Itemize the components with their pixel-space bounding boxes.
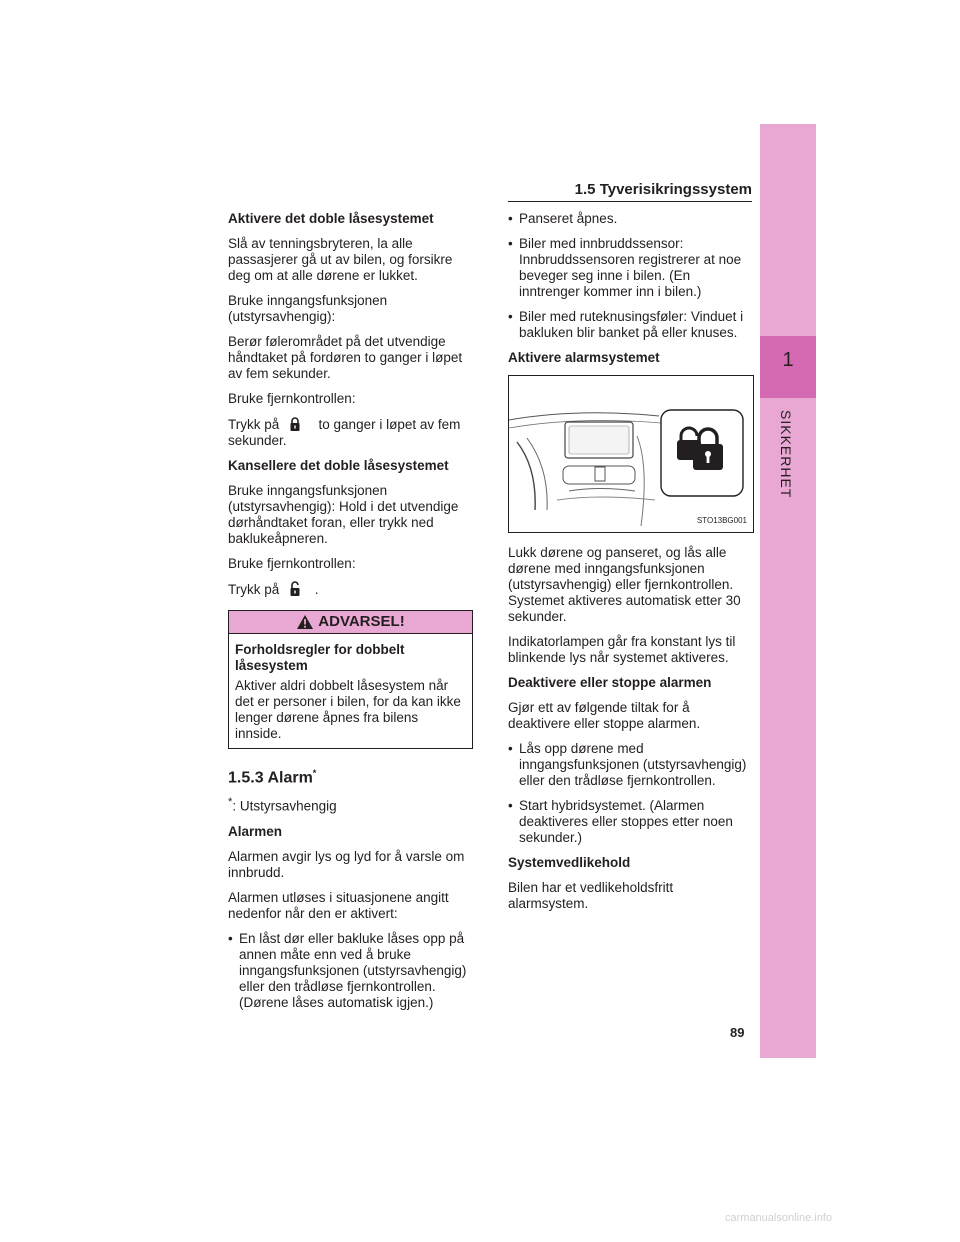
list-item: • Start hybridsystemet. (Alarmen deaktiveres eller stoppes etter noen sekunder.) (508, 798, 753, 846)
footnote (228, 794, 473, 815)
page-number: 89 (730, 1025, 745, 1040)
paragraph: Gjør ett av følgende tiltak for å deaktivere eller stoppe alarmen. (508, 700, 701, 731)
text: Trykk på (228, 417, 280, 432)
warning-body: Aktiver aldri dobbelt låsesystem når det er personer i bilen, for da kan ikke lenger dørene åpnes fra bilens innside. (235, 678, 461, 741)
heading-alarm: Alarmen (228, 823, 283, 839)
chapter-sidebar (760, 124, 816, 1058)
heading-maintenance: Systemvedlikehold (508, 855, 631, 870)
heading-activate-alarm: Aktivere alarmsystemet (508, 350, 660, 365)
list-item: • Biler med ruteknusingsføler: Vinduet i bakluken blir banket på eller knuses. (508, 309, 753, 341)
warning-box (228, 610, 473, 749)
paragraph-press-unlock (228, 581, 473, 598)
section-title-alarm (228, 765, 473, 786)
list-item: • En låst dør eller bakluke låses opp på annen måte enn ved å bruke inngangsfunksjonen (utstyrsavhengig) eller den trådløse fjernkontrollen. (Dørene låses automatisk igjen.) (228, 931, 473, 1011)
text: : Utstyrsavhengig (232, 798, 337, 814)
chapter-number: 1 (782, 349, 794, 371)
heading-activate-double-lock: Aktivere det doble låsesystemet (228, 211, 434, 226)
text: . (314, 582, 319, 597)
text: 1.5.3 Alarm (228, 769, 313, 787)
list-item: • Biler med innbruddssensor: Innbruddssensoren registrerer at noe beveger seg inne i bilen. (En inntrenger kommer inn i bilen.) (508, 236, 753, 300)
list-item: • Lås opp dørene med inngangsfunksjonen (utstyrsavhengig) eller den trådløse fjernkontrollen. (508, 741, 753, 789)
text: Trykk på (228, 582, 280, 597)
footnote-mark: * (228, 796, 233, 809)
lock-icon (287, 416, 303, 432)
paragraph: Bilen har et vedlikeholdsfritt alarmsystem. (508, 880, 674, 911)
paragraph-press-lock (228, 416, 473, 449)
header-divider (508, 201, 752, 202)
unlock-icon (287, 581, 303, 597)
watermark: carmanualsonline.info (725, 1212, 833, 1224)
footnote-mark: * (312, 768, 317, 778)
paragraph: Bruke inngangsfunksjonen (utstyrsavhengig): Hold i det utvendige dørhåndtaket foran, eller trykk ned baklukeåpneren. (228, 483, 459, 546)
paragraph: Alarmen utløses i situasjonene angitt nedenfor når den er aktivert: (228, 889, 449, 921)
paragraph: Bruke fjernkontrollen: (228, 391, 356, 406)
list-item: • Panseret åpnes. (508, 211, 753, 227)
right-column (508, 211, 753, 921)
warning-title: ADVARSEL! (318, 613, 405, 630)
paragraph: Indikatorlampen går fra konstant lys til blinkende lys når systemet aktiveres. (508, 634, 736, 665)
section-header: 1.5 Tyverisikringssystem (574, 181, 752, 198)
paragraph: Bruke fjernkontrollen: (228, 556, 356, 571)
warning-header (229, 611, 472, 634)
paragraph: Bruke inngangsfunksjonen (utstyrsavhengig): (228, 293, 388, 324)
paragraph: Berør følerområdet på det utvendige håndtaket på fordøren to ganger i løpet av fem sekunder. (228, 334, 463, 381)
paragraph: Lukk dørene og panseret, og lås alle dørene med inngangsfunksjonen (utstyrsavhengig) eller fjernkontrollen. Systemet aktiveres automatisk etter 30 sekunder. (508, 545, 741, 624)
warning-subtitle: Forholdsregler for dobbelt låsesystem (235, 642, 405, 673)
heading-deactivate-alarm: Deaktivere eller stoppe alarmen (508, 675, 712, 690)
heading-cancel-double-lock: Kansellere det doble låsesystemet (228, 458, 449, 473)
paragraph: Slå av tenningsbryteren, la alle passasjerer gå ut av bilen, og forsikre deg om at alle dørene er lukket. (228, 236, 453, 283)
figure-code: STO13BG001 (696, 516, 747, 525)
text: to ganger i løpet av fem sekunder. (228, 417, 461, 448)
left-column (228, 211, 473, 1020)
paragraph: Alarmen avgir lys og lyd for å varsle om innbrudd. (228, 848, 465, 880)
dashboard-illustration (509, 376, 753, 532)
warning-icon (296, 614, 314, 630)
chapter-label: SIKKERHET (778, 410, 794, 499)
dashboard-figure (508, 375, 754, 533)
